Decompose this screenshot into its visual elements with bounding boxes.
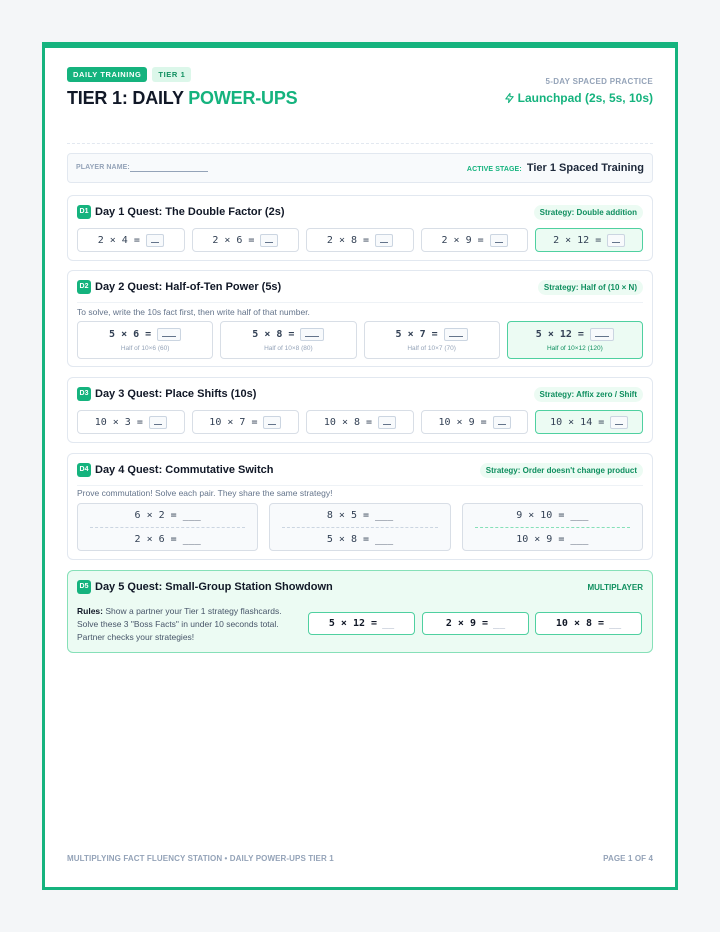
day2-tag: D2 xyxy=(77,280,91,294)
pair-bottom: 5 × 8 = ___ xyxy=(326,534,394,545)
boss-equation: 10 × 8 = xyxy=(555,618,605,629)
day3-strategy: Strategy: Affix zero / Shift xyxy=(534,387,644,402)
day5-title: Day 5 Quest: Small-Group Station Showdown xyxy=(95,581,333,593)
fact-hint: Half of 10×6 (60) xyxy=(120,345,170,352)
day4-instruction: Prove commutation! Solve each pair. They share the same strategy! xyxy=(77,488,333,498)
day1-card xyxy=(67,195,653,261)
fact-box[interactable] xyxy=(306,410,414,434)
fact-box[interactable] xyxy=(421,410,529,434)
day5-tag: D5 xyxy=(77,580,91,594)
fact-line xyxy=(78,328,212,341)
footer-title: MULTIPLYING FACT FLUENCY STATION • DAILY POWER-UPS TIER 1 xyxy=(67,854,334,863)
answer-blank[interactable] xyxy=(263,416,281,429)
answer-blank[interactable] xyxy=(157,328,181,341)
fact-equation: 10 × 8 = xyxy=(323,416,373,428)
fact-line xyxy=(365,328,499,341)
pair-top: 8 × 5 = ___ xyxy=(326,510,394,521)
fact-box[interactable] xyxy=(77,228,185,252)
page-header xyxy=(67,67,653,123)
answer-blank[interactable]: __ xyxy=(609,618,622,629)
day4-title: Day 4 Quest: Commutative Switch xyxy=(95,464,274,476)
answer-blank[interactable] xyxy=(490,234,508,247)
fact-equation: 5 × 12 = xyxy=(535,329,584,340)
player-name-label: PLAYER NAME: xyxy=(76,164,130,171)
day1-strategy: Strategy: Double addition xyxy=(534,205,643,220)
day2-instruction: To solve, write the 10s fact first, then write half of that number. xyxy=(77,307,310,317)
fact-line xyxy=(508,328,642,341)
fact-hint: Half of 10×12 (120) xyxy=(546,345,603,352)
fact-line xyxy=(221,328,355,341)
title-accent: POWER-UPS xyxy=(188,88,298,108)
pair-bottom: 2 × 6 = ___ xyxy=(134,534,201,545)
rules-text: Show a partner your Tier 1 strategy flashcards. Solve these 3 "Boss Facts" in under 10 seconds total. Partner checks your strategies! xyxy=(77,606,282,642)
fact-box[interactable] xyxy=(364,321,500,359)
fact-box[interactable] xyxy=(220,321,356,359)
fact-box[interactable] xyxy=(77,321,213,359)
fact-box-highlight[interactable] xyxy=(535,228,643,252)
launchpad-line xyxy=(504,91,653,105)
active-stage xyxy=(467,162,644,174)
fact-equation: 10 × 9 = xyxy=(438,416,487,428)
page-footer xyxy=(67,854,653,863)
answer-blank[interactable] xyxy=(493,416,511,429)
answer-blank[interactable] xyxy=(260,234,278,247)
day3-tag: D3 xyxy=(77,387,91,401)
fact-box[interactable] xyxy=(77,410,185,434)
launchpad-text: Launchpad (2s, 5s, 10s) xyxy=(517,91,653,105)
commutative-pair[interactable] xyxy=(77,503,258,551)
answer-blank[interactable] xyxy=(378,416,396,429)
day5-rules xyxy=(77,605,289,644)
answer-blank[interactable] xyxy=(590,328,614,341)
fact-hint: Half of 10×7 (70) xyxy=(407,345,456,352)
worksheet-page xyxy=(42,42,678,890)
day4-tag: D4 xyxy=(77,463,91,477)
day4-pairs xyxy=(77,503,643,551)
fact-box[interactable] xyxy=(192,410,300,434)
fact-equation: 10 × 3 = xyxy=(94,416,143,428)
answer-blank[interactable] xyxy=(375,234,393,247)
fact-equation: 2 × 12 = xyxy=(553,234,602,246)
fact-equation: 2 × 8 = xyxy=(326,234,370,246)
answer-blank[interactable] xyxy=(149,416,167,429)
boss-fact[interactable] xyxy=(308,612,415,635)
boss-fact[interactable] xyxy=(535,612,642,635)
fact-equation: 5 × 7 = xyxy=(395,329,438,340)
answer-blank[interactable] xyxy=(607,234,625,247)
day3-card xyxy=(67,377,653,443)
day4-divider xyxy=(77,485,643,486)
day3-facts xyxy=(77,410,643,434)
boss-fact[interactable] xyxy=(422,612,529,635)
header-divider xyxy=(67,143,653,144)
day2-divider xyxy=(77,302,643,303)
answer-blank[interactable]: __ xyxy=(382,618,395,629)
answer-blank[interactable] xyxy=(300,328,324,341)
day2-title: Day 2 Quest: Half-of-Ten Power (5s) xyxy=(95,281,282,293)
boss-equation: 2 × 9 = xyxy=(445,618,489,629)
fact-box-highlight[interactable] xyxy=(507,321,643,359)
day3-header xyxy=(77,387,643,403)
player-bar xyxy=(67,153,653,183)
day1-tag: D1 xyxy=(77,205,91,219)
fact-hint: Half of 10×8 (80) xyxy=(264,345,313,352)
page-number: PAGE 1 OF 4 xyxy=(603,854,653,863)
page-content xyxy=(67,67,653,887)
commutative-pair[interactable] xyxy=(462,503,643,551)
boss-equation: 5 × 12 = xyxy=(328,618,378,629)
practice-info xyxy=(504,77,653,105)
day4-strategy: Strategy: Order doesn't change product xyxy=(480,463,643,478)
answer-blank[interactable] xyxy=(146,234,164,247)
fact-equation: 2 × 6 = xyxy=(212,234,255,246)
day2-facts xyxy=(77,321,643,359)
pair-top: 9 × 10 = ___ xyxy=(516,510,589,521)
day1-facts xyxy=(77,228,643,252)
fact-equation: 10 × 7 = xyxy=(209,416,258,428)
day2-header xyxy=(77,280,643,296)
answer-blank[interactable] xyxy=(444,328,468,341)
day5-card xyxy=(67,570,653,653)
day1-title: Day 1 Quest: The Double Factor (2s) xyxy=(95,206,285,218)
fact-box[interactable] xyxy=(421,228,529,252)
rules-label: Rules: xyxy=(77,606,103,616)
fact-box[interactable] xyxy=(192,228,300,252)
fact-equation: 2 × 4 = xyxy=(97,234,140,246)
multiplayer-badge: MULTIPLAYER xyxy=(587,583,643,592)
pair-bottom: 10 × 9 = ___ xyxy=(516,534,589,545)
day2-card xyxy=(67,270,653,367)
answer-blank[interactable]: __ xyxy=(493,618,506,629)
tier-badge: TIER 1 xyxy=(152,67,191,82)
day1-header xyxy=(77,205,643,221)
day4-card xyxy=(67,453,653,560)
day5-header xyxy=(77,580,643,596)
day4-header xyxy=(77,463,643,479)
commutative-pair[interactable] xyxy=(269,503,450,551)
player-name-field[interactable] xyxy=(130,171,208,172)
title-main: TIER 1: DAILY xyxy=(67,88,184,108)
active-stage-value: Tier 1 Spaced Training xyxy=(526,162,644,174)
fact-box[interactable] xyxy=(306,228,414,252)
pair-top: 6 × 2 = ___ xyxy=(134,510,201,521)
day3-title: Day 3 Quest: Place Shifts (10s) xyxy=(95,388,257,400)
lightning-icon xyxy=(504,92,515,104)
fact-equation: 10 × 14 = xyxy=(550,416,605,428)
fact-equation: 5 × 6 = xyxy=(109,329,152,340)
fact-equation: 5 × 8 = xyxy=(252,329,295,340)
day2-strategy: Strategy: Half of (10 × N) xyxy=(538,280,643,295)
fact-equation: 2 × 9 = xyxy=(441,234,484,246)
active-stage-label: ACTIVE STAGE: xyxy=(466,166,522,173)
answer-blank[interactable] xyxy=(610,416,628,429)
fact-box-highlight[interactable] xyxy=(535,410,643,434)
practice-label: 5-DAY SPACED PRACTICE xyxy=(545,77,653,86)
daily-training-badge: DAILY TRAINING xyxy=(67,67,147,82)
